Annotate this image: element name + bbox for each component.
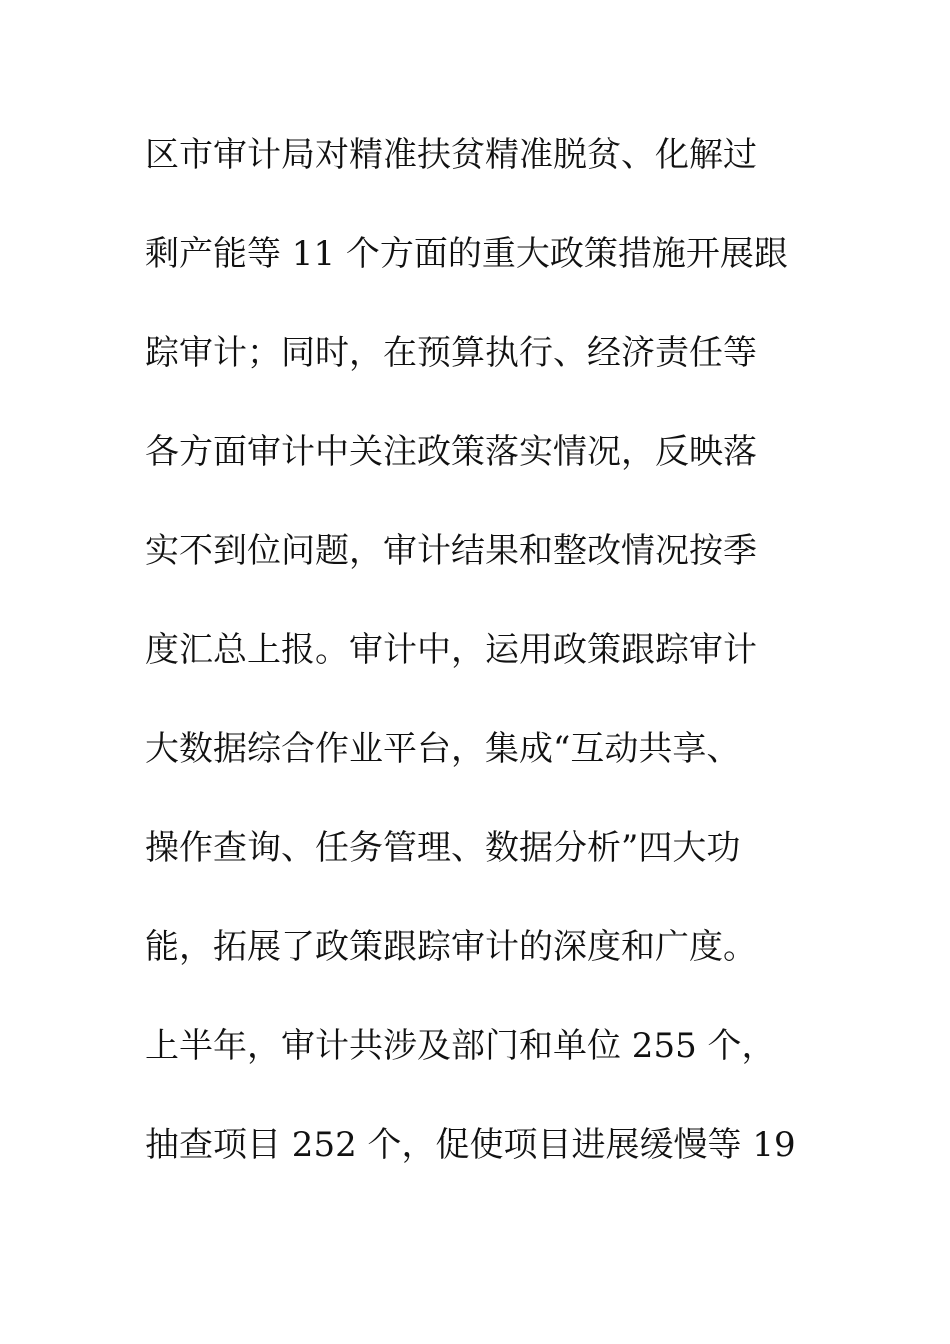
text-line-8: 操作查询、任务管理、数据分析”四大功 [145, 828, 741, 868]
text-line-7: 大数据综合作业平台，集成“互动共享、 [145, 729, 741, 769]
text-line-9: 能，拓展了政策跟踪审计的深度和广度。 [145, 927, 757, 967]
text-line-2: 剩产能等 11 个方面的重大政策措施开展跟 [145, 234, 788, 274]
text-line-3: 踪审计；同时，在预算执行、经济责任等 [145, 333, 757, 373]
text-line-1: 区市审计局对精准扶贫精准脱贫、化解过 [145, 135, 757, 175]
text-line-6: 度汇总上报。审计中，运用政策跟踪审计 [145, 630, 757, 670]
text-line-10: 上半年，审计共涉及部门和单位 255 个， [145, 1026, 776, 1066]
text-line-11: 抽查项目 252 个，促使项目进展缓慢等 19 [145, 1125, 796, 1165]
text-line-5: 实不到位问题，审计结果和整改情况按季 [145, 531, 757, 571]
text-line-4: 各方面审计中关注政策落实情况，反映落 [145, 432, 757, 472]
body-paragraph [145, 126, 805, 1215]
